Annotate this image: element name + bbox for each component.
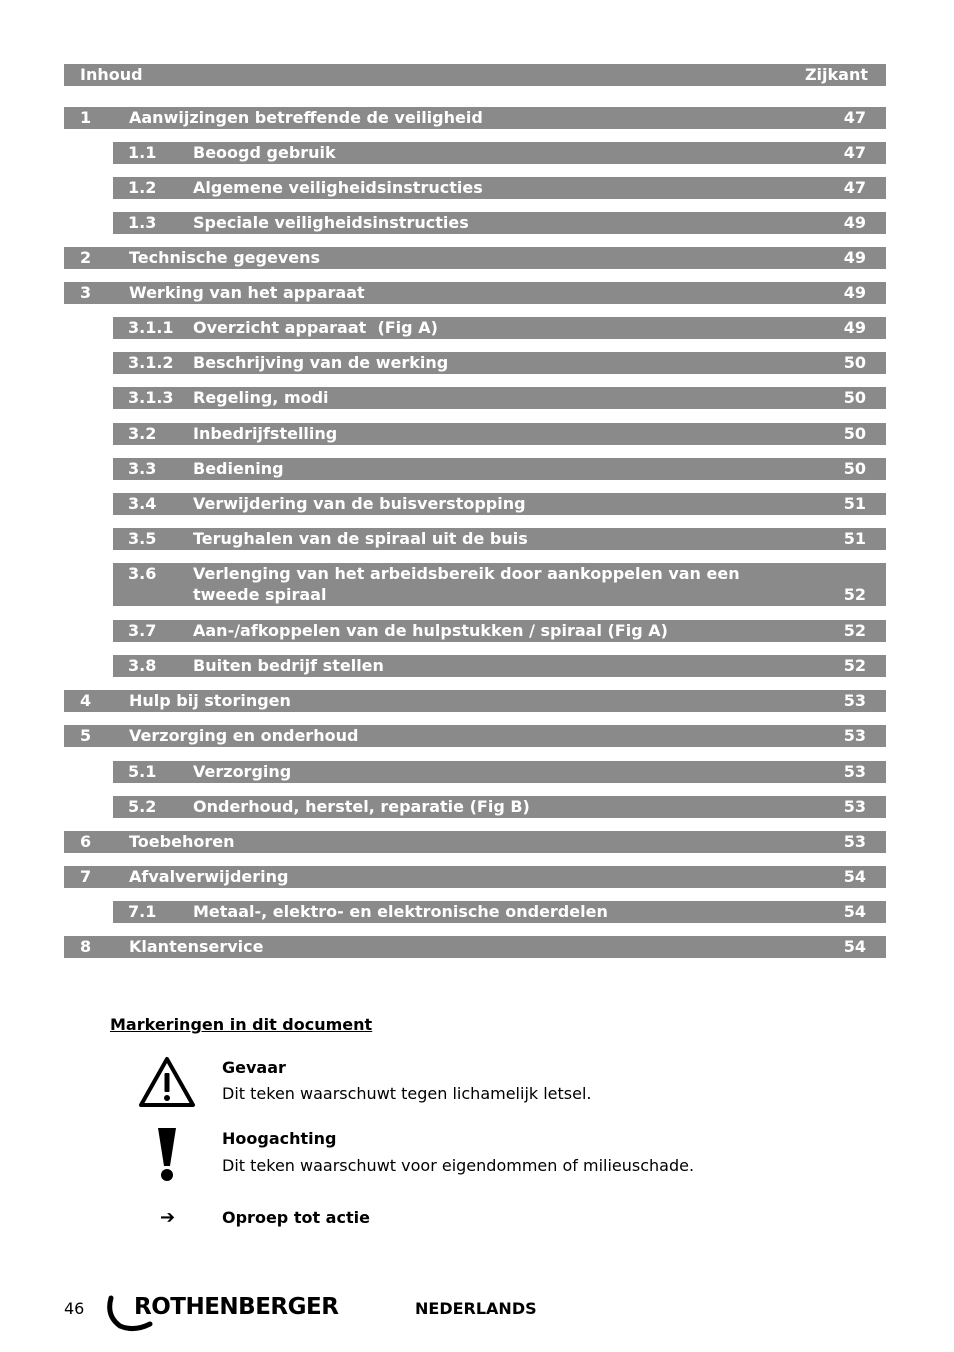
toc-title: Klantenservice xyxy=(129,937,264,956)
toc-entry-3-6[interactable] xyxy=(113,563,886,606)
toc-number: 4 xyxy=(80,691,92,710)
brand-name: ROTHENBERGER xyxy=(134,1294,339,1320)
toc-title: Onderhoud, herstel, reparatie (Fig B) xyxy=(193,797,530,816)
brand-logo xyxy=(106,1290,346,1334)
toc-number: 1.3 xyxy=(128,213,157,232)
exclamation-icon xyxy=(156,1128,178,1182)
toc-number: 3.4 xyxy=(128,494,157,513)
toc-title: Hulp bij storingen xyxy=(129,691,291,710)
marking-desc-caution: Dit teken waarschuwt voor eigendommen of milieuschade. xyxy=(222,1156,695,1175)
toc-entry-5-2[interactable] xyxy=(113,796,886,818)
toc-title-continued: tweede spiraal xyxy=(193,585,327,604)
marking-title-caution: Hoogachting xyxy=(222,1129,337,1148)
toc-number: 5 xyxy=(80,726,92,745)
toc-number: 8 xyxy=(80,937,92,956)
toc-title: Buiten bedrijf stellen xyxy=(193,656,384,675)
toc-number: 6 xyxy=(80,832,92,851)
toc-number: 3.6 xyxy=(128,564,157,583)
toc-page: 54 xyxy=(843,867,866,886)
toc-title: Beoogd gebruik xyxy=(193,143,336,162)
toc-title: Algemene veiligheidsinstructies xyxy=(193,178,483,197)
toc-page: 49 xyxy=(843,283,866,302)
toc-header xyxy=(64,64,886,86)
toc-entry-3-5[interactable] xyxy=(113,528,886,550)
toc-number: 5.1 xyxy=(128,762,157,781)
toc-number: 3.7 xyxy=(128,621,157,640)
toc-number: 2 xyxy=(80,248,92,267)
marking-desc-danger: Dit teken waarschuwt tegen lichamelijk letsel. xyxy=(222,1084,592,1103)
toc-number: 7 xyxy=(80,867,92,886)
toc-number: 3.8 xyxy=(128,656,157,675)
toc-entry-3-7[interactable] xyxy=(113,620,886,642)
toc-header-title: Inhoud xyxy=(80,65,143,84)
toc-title: Verzorging xyxy=(193,762,292,781)
toc-number: 5.2 xyxy=(128,797,157,816)
toc-title: Toebehoren xyxy=(129,832,235,851)
toc-title: Speciale veiligheidsinstructies xyxy=(193,213,469,232)
toc-number: 1.2 xyxy=(128,178,157,197)
toc-entry-3-2[interactable] xyxy=(113,423,886,445)
toc-page: 53 xyxy=(843,832,866,851)
toc-title: Verwijdering van de buisverstopping xyxy=(193,494,526,513)
toc-number: 7.1 xyxy=(128,902,157,921)
toc-number: 3 xyxy=(80,283,92,302)
toc-title: Aan-/afkoppelen van de hulpstukken / spiraal (Fig A) xyxy=(193,621,668,640)
toc-page: 53 xyxy=(843,726,866,745)
toc-page: 49 xyxy=(843,248,866,267)
toc-title: Verlenging van het arbeidsbereik door aankoppelen van een xyxy=(193,564,740,583)
toc-title: Verzorging en onderhoud xyxy=(129,726,359,745)
toc-page: 47 xyxy=(843,108,866,127)
toc-title: Bediening xyxy=(193,459,284,478)
toc-number: 3.2 xyxy=(128,424,157,443)
toc-entry-6[interactable] xyxy=(64,831,886,853)
toc-entry-1-2[interactable] xyxy=(113,177,886,199)
toc-title: Inbedrijfstelling xyxy=(193,424,338,443)
toc-title: Overzicht apparaat (Fig A) xyxy=(193,318,438,337)
toc-page: 53 xyxy=(843,797,866,816)
toc-entry-3-1-3[interactable] xyxy=(113,387,886,409)
arrow-right-icon: ➔ xyxy=(160,1207,176,1228)
toc-entry-5-1[interactable] xyxy=(113,761,886,783)
warning-triangle-icon xyxy=(138,1056,196,1108)
marking-title-danger: Gevaar xyxy=(222,1058,286,1077)
toc-page: 53 xyxy=(843,762,866,781)
markings-heading: Markeringen in dit document xyxy=(110,1015,373,1034)
toc-page: 52 xyxy=(843,585,866,604)
toc-page: 52 xyxy=(843,656,866,675)
toc-number: 3.1.2 xyxy=(128,353,174,372)
toc-page: 53 xyxy=(843,691,866,710)
toc-page: 51 xyxy=(843,529,866,548)
toc-entry-4[interactable] xyxy=(64,690,886,712)
toc-title: Regeling, modi xyxy=(193,388,329,407)
toc-number: 3.5 xyxy=(128,529,157,548)
toc-entry-5[interactable] xyxy=(64,725,886,747)
toc-page: 54 xyxy=(843,937,866,956)
toc-number: 3.1.3 xyxy=(128,388,174,407)
toc-title: Afvalverwijdering xyxy=(129,867,289,886)
marking-title-action: Oproep tot actie xyxy=(222,1208,370,1227)
toc-entry-1[interactable] xyxy=(64,107,886,129)
toc-number: 1.1 xyxy=(128,143,157,162)
toc-entry-7[interactable] xyxy=(64,866,886,888)
toc-page: 52 xyxy=(843,621,866,640)
toc-entry-1-3[interactable] xyxy=(113,212,886,234)
toc-title: Terughalen van de spiraal uit de buis xyxy=(193,529,528,548)
footer-language: NEDERLANDS xyxy=(415,1299,537,1318)
toc-entry-8[interactable] xyxy=(64,936,886,958)
toc-entry-3-8[interactable] xyxy=(113,655,886,677)
toc-page: 51 xyxy=(843,494,866,513)
toc-entry-1-1[interactable] xyxy=(113,142,886,164)
toc-page: 49 xyxy=(843,318,866,337)
toc-number: 1 xyxy=(80,108,92,127)
toc-title: Aanwijzingen betreffende de veiligheid xyxy=(129,108,483,127)
toc-entry-3-1-2[interactable] xyxy=(113,352,886,374)
toc-title: Metaal-, elektro- en elektronische onderdelen xyxy=(193,902,608,921)
toc-entry-3-1-1[interactable] xyxy=(113,317,886,339)
toc-header-page-label: Zijkant xyxy=(804,65,868,84)
page-number: 46 xyxy=(64,1299,85,1318)
toc-page: 47 xyxy=(843,178,866,197)
toc-number: 3.1.1 xyxy=(128,318,174,337)
toc-title: Beschrijving van de werking xyxy=(193,353,449,372)
toc-page: 49 xyxy=(843,213,866,232)
toc-title: Werking van het apparaat xyxy=(129,283,365,302)
toc-page: 50 xyxy=(843,424,866,443)
toc-page: 54 xyxy=(843,902,866,921)
toc-entry-3[interactable] xyxy=(64,282,886,304)
toc-entry-3-4[interactable] xyxy=(113,493,886,515)
toc-number: 3.3 xyxy=(128,459,157,478)
toc-title: Technische gegevens xyxy=(129,248,321,267)
toc-page: 50 xyxy=(843,353,866,372)
toc-entry-7-1[interactable] xyxy=(113,901,886,923)
toc-page: 47 xyxy=(843,143,866,162)
toc-page: 50 xyxy=(843,388,866,407)
toc-page: 50 xyxy=(843,459,866,478)
toc-entry-2[interactable] xyxy=(64,247,886,269)
toc-entry-3-3[interactable] xyxy=(113,458,886,480)
